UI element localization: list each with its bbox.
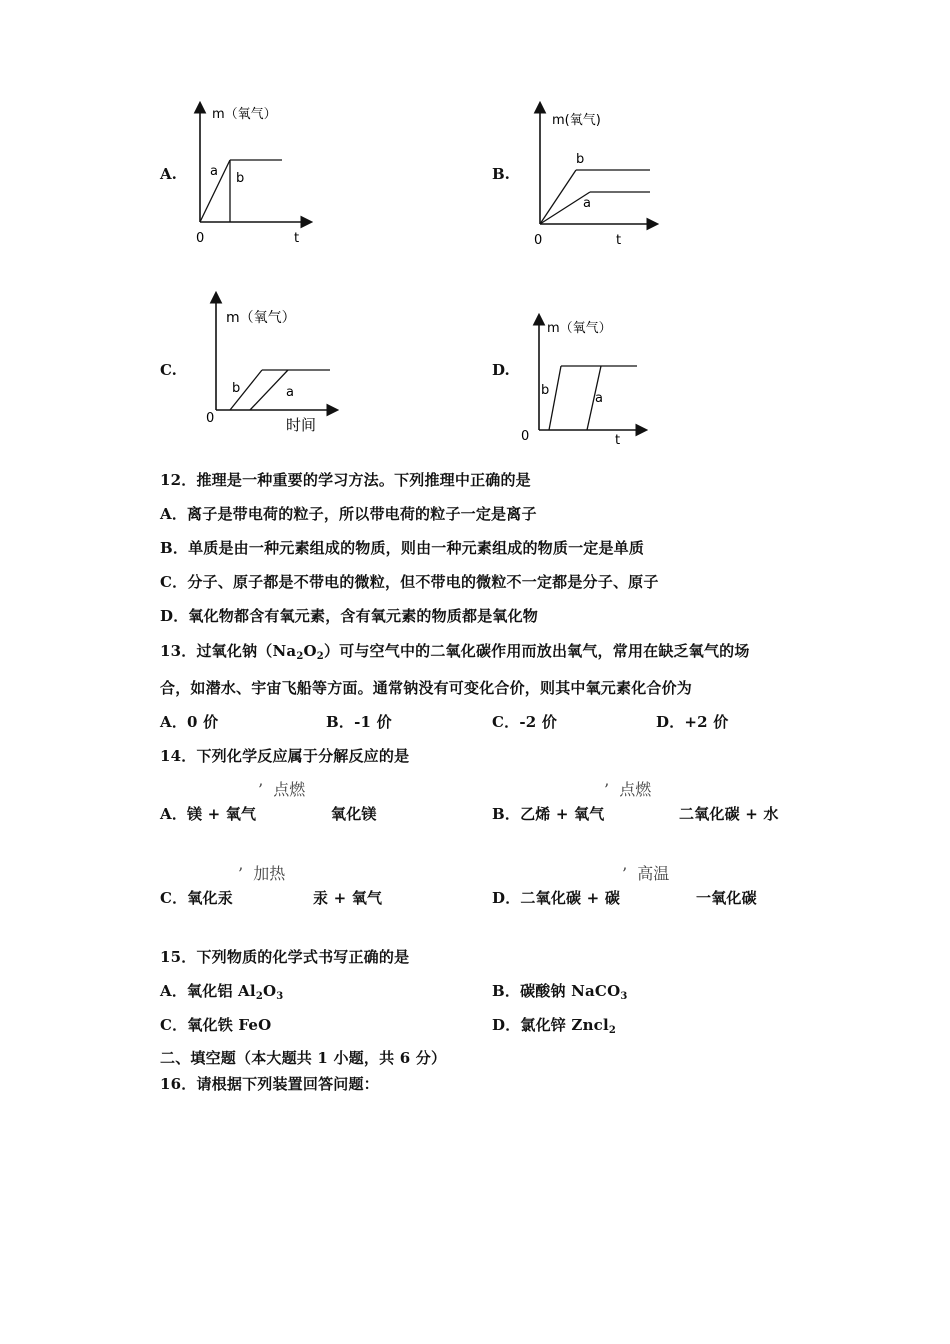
origin-label: 0 (196, 231, 205, 246)
series-b-label: b (576, 152, 585, 167)
graph-a (190, 100, 320, 254)
q13-option-a: A．0 价 (160, 713, 219, 731)
y-axis-label: m（氧气） (547, 321, 612, 336)
series-b-label: b (232, 381, 241, 396)
series-a-label: a (583, 196, 591, 211)
q14-c-condition: ’ 加热 (238, 864, 286, 883)
y-axis-label: m（氧气） (212, 107, 277, 122)
q12-stem: 12．推理是一种重要的学习方法。下列推理中正确的是 (160, 471, 531, 489)
option-d-label: D. (492, 361, 510, 379)
series-a-label: a (210, 164, 218, 179)
q13-option-b: B．-1 价 (326, 713, 392, 731)
origin-label: 0 (206, 411, 215, 426)
q15-stem: 15．下列物质的化学式书写正确的是 (160, 948, 410, 966)
q15-option-d: D．氯化锌 Zncl$_2$ (492, 1016, 617, 1036)
q14-b-product: 二氧化碳 + 水 (679, 805, 779, 823)
x-axis-label: t (616, 233, 622, 248)
q15-option-c: C．氧化铁 FeO (160, 1016, 272, 1034)
graph-d (515, 310, 655, 454)
q13-option-c: C．-2 价 (492, 713, 558, 731)
series-b-label: b (541, 383, 550, 398)
q14-stem: 14．下列化学反应属于分解反应的是 (160, 747, 410, 765)
q14-option-d: D．二氧化碳 + 碳 (492, 889, 621, 907)
q15-option-b: B．碳酸钠 NaCO$_3$ (492, 982, 628, 1002)
q13-stem-line2: 合，如潜水、宇宙飞船等方面。通常钠没有可变化合价，则其中氧元素化合价为 (160, 679, 693, 697)
q13-option-d: D．+2 价 (656, 713, 729, 731)
q14-option-b: B．乙烯 + 氧气 (492, 805, 605, 823)
series-b-label: b (236, 171, 245, 186)
q12-option-d: D．氧化物都含有氧元素，含有氧元素的物质都是氧化物 (160, 607, 539, 625)
q14-b-condition: ’ 点燃 (604, 780, 652, 799)
q12-option-b: B．单质是由一种元素组成的物质，则由一种元素组成的物质一定是单质 (160, 539, 645, 557)
option-a-label: A. (160, 165, 177, 183)
q13-stem-line1: 13．过氧化钠$(Na_2O_2)$可与空气中的二氧化碳作用而放出氧气，常用在缺乏氧气的场 (160, 642, 750, 662)
q14-c-product: 汞 + 氧气 (313, 889, 383, 907)
q14-a-condition: ’ 点燃 (258, 780, 306, 799)
option-c-label: C. (160, 361, 177, 379)
q14-option-a: A．镁 + 氧气 (160, 805, 257, 823)
q12-option-c: C．分子、原子都是不带电的微粒，但不带电的微粒不一定都是分子、原子 (160, 573, 659, 591)
origin-label: 0 (534, 233, 543, 248)
q16-stem: 16．请根据下列装置回答问题： (160, 1075, 379, 1093)
q14-d-product: 一氧化碳 (696, 889, 757, 907)
series-a-label: a (286, 385, 294, 400)
graph-b (530, 100, 670, 254)
q14-d-condition: ’ 高温 (622, 864, 670, 883)
origin-label: 0 (521, 429, 530, 444)
q14-a-product: 氧化镁 (331, 805, 377, 823)
graph-c (200, 290, 350, 444)
y-axis-label: m(氧气) (552, 113, 601, 128)
q12-option-a: A．离子是带电荷的粒子，所以带电荷的粒子一定是离子 (160, 505, 537, 523)
y-axis-label: m（氧气） (226, 310, 296, 326)
x-axis-label: t (615, 433, 621, 448)
x-axis-label: t (294, 231, 300, 246)
series-a-label: a (595, 391, 603, 406)
section-heading: 二、填空题（本大题共 1 小题，共 6 分） (160, 1049, 447, 1067)
x-axis-label: 时间 (286, 416, 317, 434)
q15-option-a: A．氧化铝 $Al_2O_3$ (160, 982, 284, 1002)
q14-option-c: C．氧化汞 (160, 889, 233, 907)
option-b-label: B. (492, 165, 510, 183)
